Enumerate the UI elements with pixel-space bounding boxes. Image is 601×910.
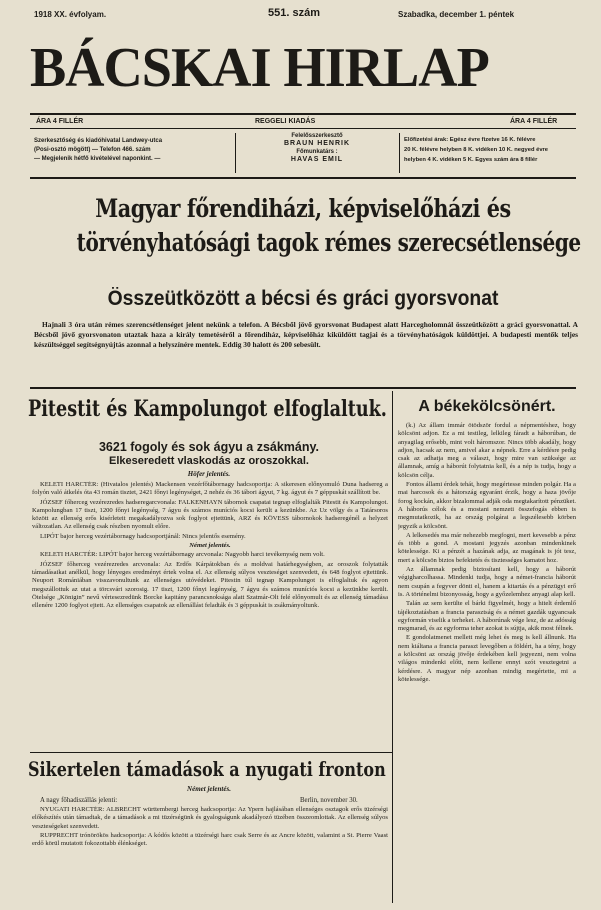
office-line: (Posi-osztó mögött) — Telefon 466. szám: [34, 147, 151, 153]
masthead-title-box: [30, 22, 575, 114]
price-rule: [30, 128, 576, 129]
masthead-title: BÁCSKAI HIRLAP: [30, 37, 489, 99]
war-body: [32, 481, 388, 749]
subscription-line: helyben 4 K. vidéken 5 K. Egyes szám ára 8 fillér: [404, 157, 538, 163]
info-rule: [30, 177, 576, 179]
west-body: [32, 806, 388, 898]
editor-name: BRAUN HENRIK: [283, 140, 351, 147]
peace-headline: A békekölcsönért.: [418, 398, 556, 415]
peace-paragraph: Fontos állami érdek tehát, hogy megértesse minden polgár. Ha a mai harcosok és a hátország egyaránt érzik, hogy a haza jövője forog kockán, akkor bizalommal adják oda megtakarított pénzüket. A háborús célok és a mostani nemzeti összefogás ebben is megmutatkozik, ha az ország polgárai a legszélesebb körben jegyzik a kölcsönt.: [398, 481, 576, 530]
west-paragraph: RUPPRECHT trónörökös hadcsoportja: A kódós között a tüzérségi harc csak Serre és az Ancre között, valamint a St. Pierre Vaast erdő körül mutatott fokozottabb élénkséget.: [32, 831, 388, 848]
war-byline: Höfer jelentés.: [187, 470, 231, 478]
peace-paragraph: (k.) Az állam immár ötödször fordul a népmentéshez, hogy kölcsönt adjon. Ez a mi testileg, lelkileg fáradt a háborúban, de anyagilag erősebb, mint volt háromszor. Nincs több akadály, hogy adjon, hacsak az nem, amivel akar a népnek. Erre a kérdésre pedig csak az adhatja meg a választ, hogy mire van szüksége az államnak, amíg a háborút folytatnia kell, és a nép is tudja, hogy a kölcsön célja.: [398, 422, 576, 479]
info-divider: [235, 133, 236, 173]
editor-label: Felelősszerkesztő: [291, 133, 343, 139]
column-divider: [392, 391, 393, 903]
subscription-line: 20 K. félévre helyben 8 K. vidéken 10 K. negyed évre: [404, 147, 549, 153]
masthead-rule: [30, 113, 576, 115]
war-paragraph: JÓZSEF főherceg vezérezredes hadseregarcvonala: FALKENHAYN tábornok csapatai tegnap elfoglalták Pitestit és Kampolungot. Kampolungban 17 tiszt, 1200 főnyi legénység, 7 ágyu és számos muníciós kocsi került a kezünkbe. Az Uz völgy és a Tatársoros között az ellenség erős kisérleteit megakadályozva sok foglyot ejtettünk, ARZ és KÖVESS tábornokok hadseregénél a helyzet változatlan. Az ellenség csak részben nyomult előre.: [32, 498, 388, 531]
main-subhead: Összeütközött a bécsi és gráci gyorsvonat: [107, 287, 499, 310]
peace-paragraph: Az államnak pedig biztosítani kell, hogy a háborút végigharcolhassa. Mindenki tudja, hogy a német-francia háborút nem csupán a fegyver dönti el, hanem a kitartás és a pénzügyi erő is. A történelmi bizonyosság, hogy a győzelemhez anyagi alap kell.: [398, 566, 576, 598]
coeditor-label: Főmunkatárs :: [296, 149, 338, 155]
main-lead: [34, 320, 578, 382]
war-subhead-2: Elkeseredett vlaskodás az oroszokkal.: [109, 455, 309, 467]
issue-number: 551. szám: [268, 7, 320, 19]
war-paragraph: KELETI HARCTÉR: (Hivatalos jelentés) Mackensen vezérfőtábornagy hadcsoportja: A sikeresen előnyomuló Duna hadsereg a folyón való átkelés óta 43 román tisztet, 2421 főnyi legénységet, 2 nehéz és 36 tábori ágyut, 7 kg. ágyut és 7 géppuskát szállított be.: [32, 481, 388, 497]
west-dateline-left: A nagy főhadiszállás jelenti:: [40, 797, 118, 804]
office-line: — Megjelenik hétfő kivételével naponkint. —: [34, 156, 161, 162]
editor-info: [238, 132, 396, 164]
office-line: Szerkesztőség és kiadóhivatal Landwey-utca: [34, 138, 163, 144]
war-paragraph: JÓZSEF főherceg vezérezredes arcvonala: Az Erdős Kárpátokban és a moldvai határhegységben, az oroszok folytatták támadásaikat anélkül, hogy lényeges eredményt értek volna el. Az ellenség súlyos veszteséget szenvedett, és 648 foglyot ejtettünk. Neuport Romániában visszavonultunk az ellenséges utóvédeket. Pitestin túl tegnap Kampolungot is elfoglaltuk és agyon megszállottuk az utat a törcsvári szorosig. 17 tiszt, 1200 főnyi legénység, 7 ágyu és számos muníciós kocsi a kezünkbe került. Ötelsége „Königin” nevű vértesezredünk Borcke kapitány parancsnoksága alatt Szatmár-Olt felé előnyomult és az ellenség támadása ellenére 1200 foglyot ejtett. Az ellenséges csapatok az ellenállást feladták és 3 géppuskát is zsákmányoltunk.: [32, 560, 388, 610]
subscription-line: Előfizetési árak: Egész évre fizetve 16 K. félévre: [404, 137, 536, 143]
peace-body: [398, 422, 576, 900]
issue-date: Szabadka, december 1. péntek: [398, 10, 515, 19]
main-headline-line1: Magyar főrendiházi, képviselőházi és: [95, 194, 511, 223]
war-paragraph: Német jelentés.: [189, 542, 231, 550]
west-headline: Sikertelen támadások a nyugati fronton: [28, 757, 386, 781]
war-subhead-1: 3621 fogoly és sok ágyu a zsákmány.: [98, 440, 319, 454]
edition-label: REGGELI KIADÁS: [255, 118, 316, 125]
section-rule: [30, 387, 576, 389]
west-paragraph: NYUGATI HARCTÉR: ALBRECHT württembergi herceg hadcsoportja: Az Ypern hajlásában ellenséges osztagok erős tüzérségi előkészítés után támadtak, de a támadások a mi tüzérségünk és gyalogságunk akadályozó tüzében összeomlottak. Az ellenség súlyos veszteségeket szenvedett.: [32, 806, 388, 830]
subscription-info: [404, 135, 584, 165]
main-headline-line2: törvényhatósági tagok rémes szerecsétlensége: [76, 228, 581, 257]
office-info: [34, 137, 229, 164]
west-byline: Német jelentés.: [187, 785, 231, 793]
info-divider: [399, 133, 400, 173]
year-volume: 1918 XX. évfolyam.: [34, 10, 107, 19]
war-paragraph: LIPÓT bajor herceg vezértábornagy hadcsoportjánál: Nincs jelentős esemény.: [40, 532, 246, 540]
peace-paragraph: Talán az sem kerülte el bárki figyelmét, hogy a hitelt érdemlő tájékoztatásban a francia parasztság és a német gazdák ugyancsak egyformán viselik a terheket. A háborúnak vége lesz, de az adósság megmarad, és az egyforma teher azokat is sújtja, akik most félnek.: [398, 600, 576, 633]
peace-paragraph: E gondolatmenet mellett még lehet és meg is kell állnunk. Ha nem kiáltana a francia paraszt levegőben a földért, ha a tény, hogy a kölcsönt az ország jövője érdekében kell jegyezni, nem volna világos mindenki előtt, nem kellene ennyi szót vesztegetni a kérdésre. A magyar nép azonban mindig megértette, mi a kötelessége.: [398, 634, 576, 683]
war-paragraph: KELETI HARCTÉR: LIPÓT bajor herceg vezértábornagy arcvonala: Nagyobb harci tevékenység nem volt.: [40, 551, 325, 559]
price-left: ÁRA 4 FILLÉR: [36, 118, 84, 125]
war-headline: Pitestit és Kampolungot elfoglaltuk.: [28, 396, 387, 422]
coeditor-name: HAVAS EMIL: [290, 156, 344, 163]
peace-paragraph: A lelkesedés ma már nehezebb megfogni, mert kevesebb a pénz és több a gond. A mostani jegyzés azonban mindenkinek kötelessége. Ki a pénzét a hazának adja, az magának is jót tesz, mert a kölcsön biztos befektetés és tisztességes kamatot hoz.: [398, 531, 576, 564]
article-rule: [30, 752, 392, 753]
price-right: ÁRA 4 FILLÉR: [510, 118, 558, 125]
west-dateline-right: Berlin, november 30.: [300, 797, 358, 804]
main-lead-text: Hajnali 3 óra után rémes szerencsétlenséget jelent nekünk a telefon. A Bécsből jövő gyorsvonat Budapest alatt Harcegholomnál összeütközött a gráci gyorsvonattal. A Bécsből jövő gyorsvonaton utaztak haza a király temetéséről a főrendiház, képviselőház kiküldött tagjai és a törvényhatóságok küldöttjei. A budapesti mentők teljes készültséggel segítségnyújtás azonnal a helyszínére mentek. Eddig 30 halott és 200 sebesült.: [34, 320, 578, 349]
